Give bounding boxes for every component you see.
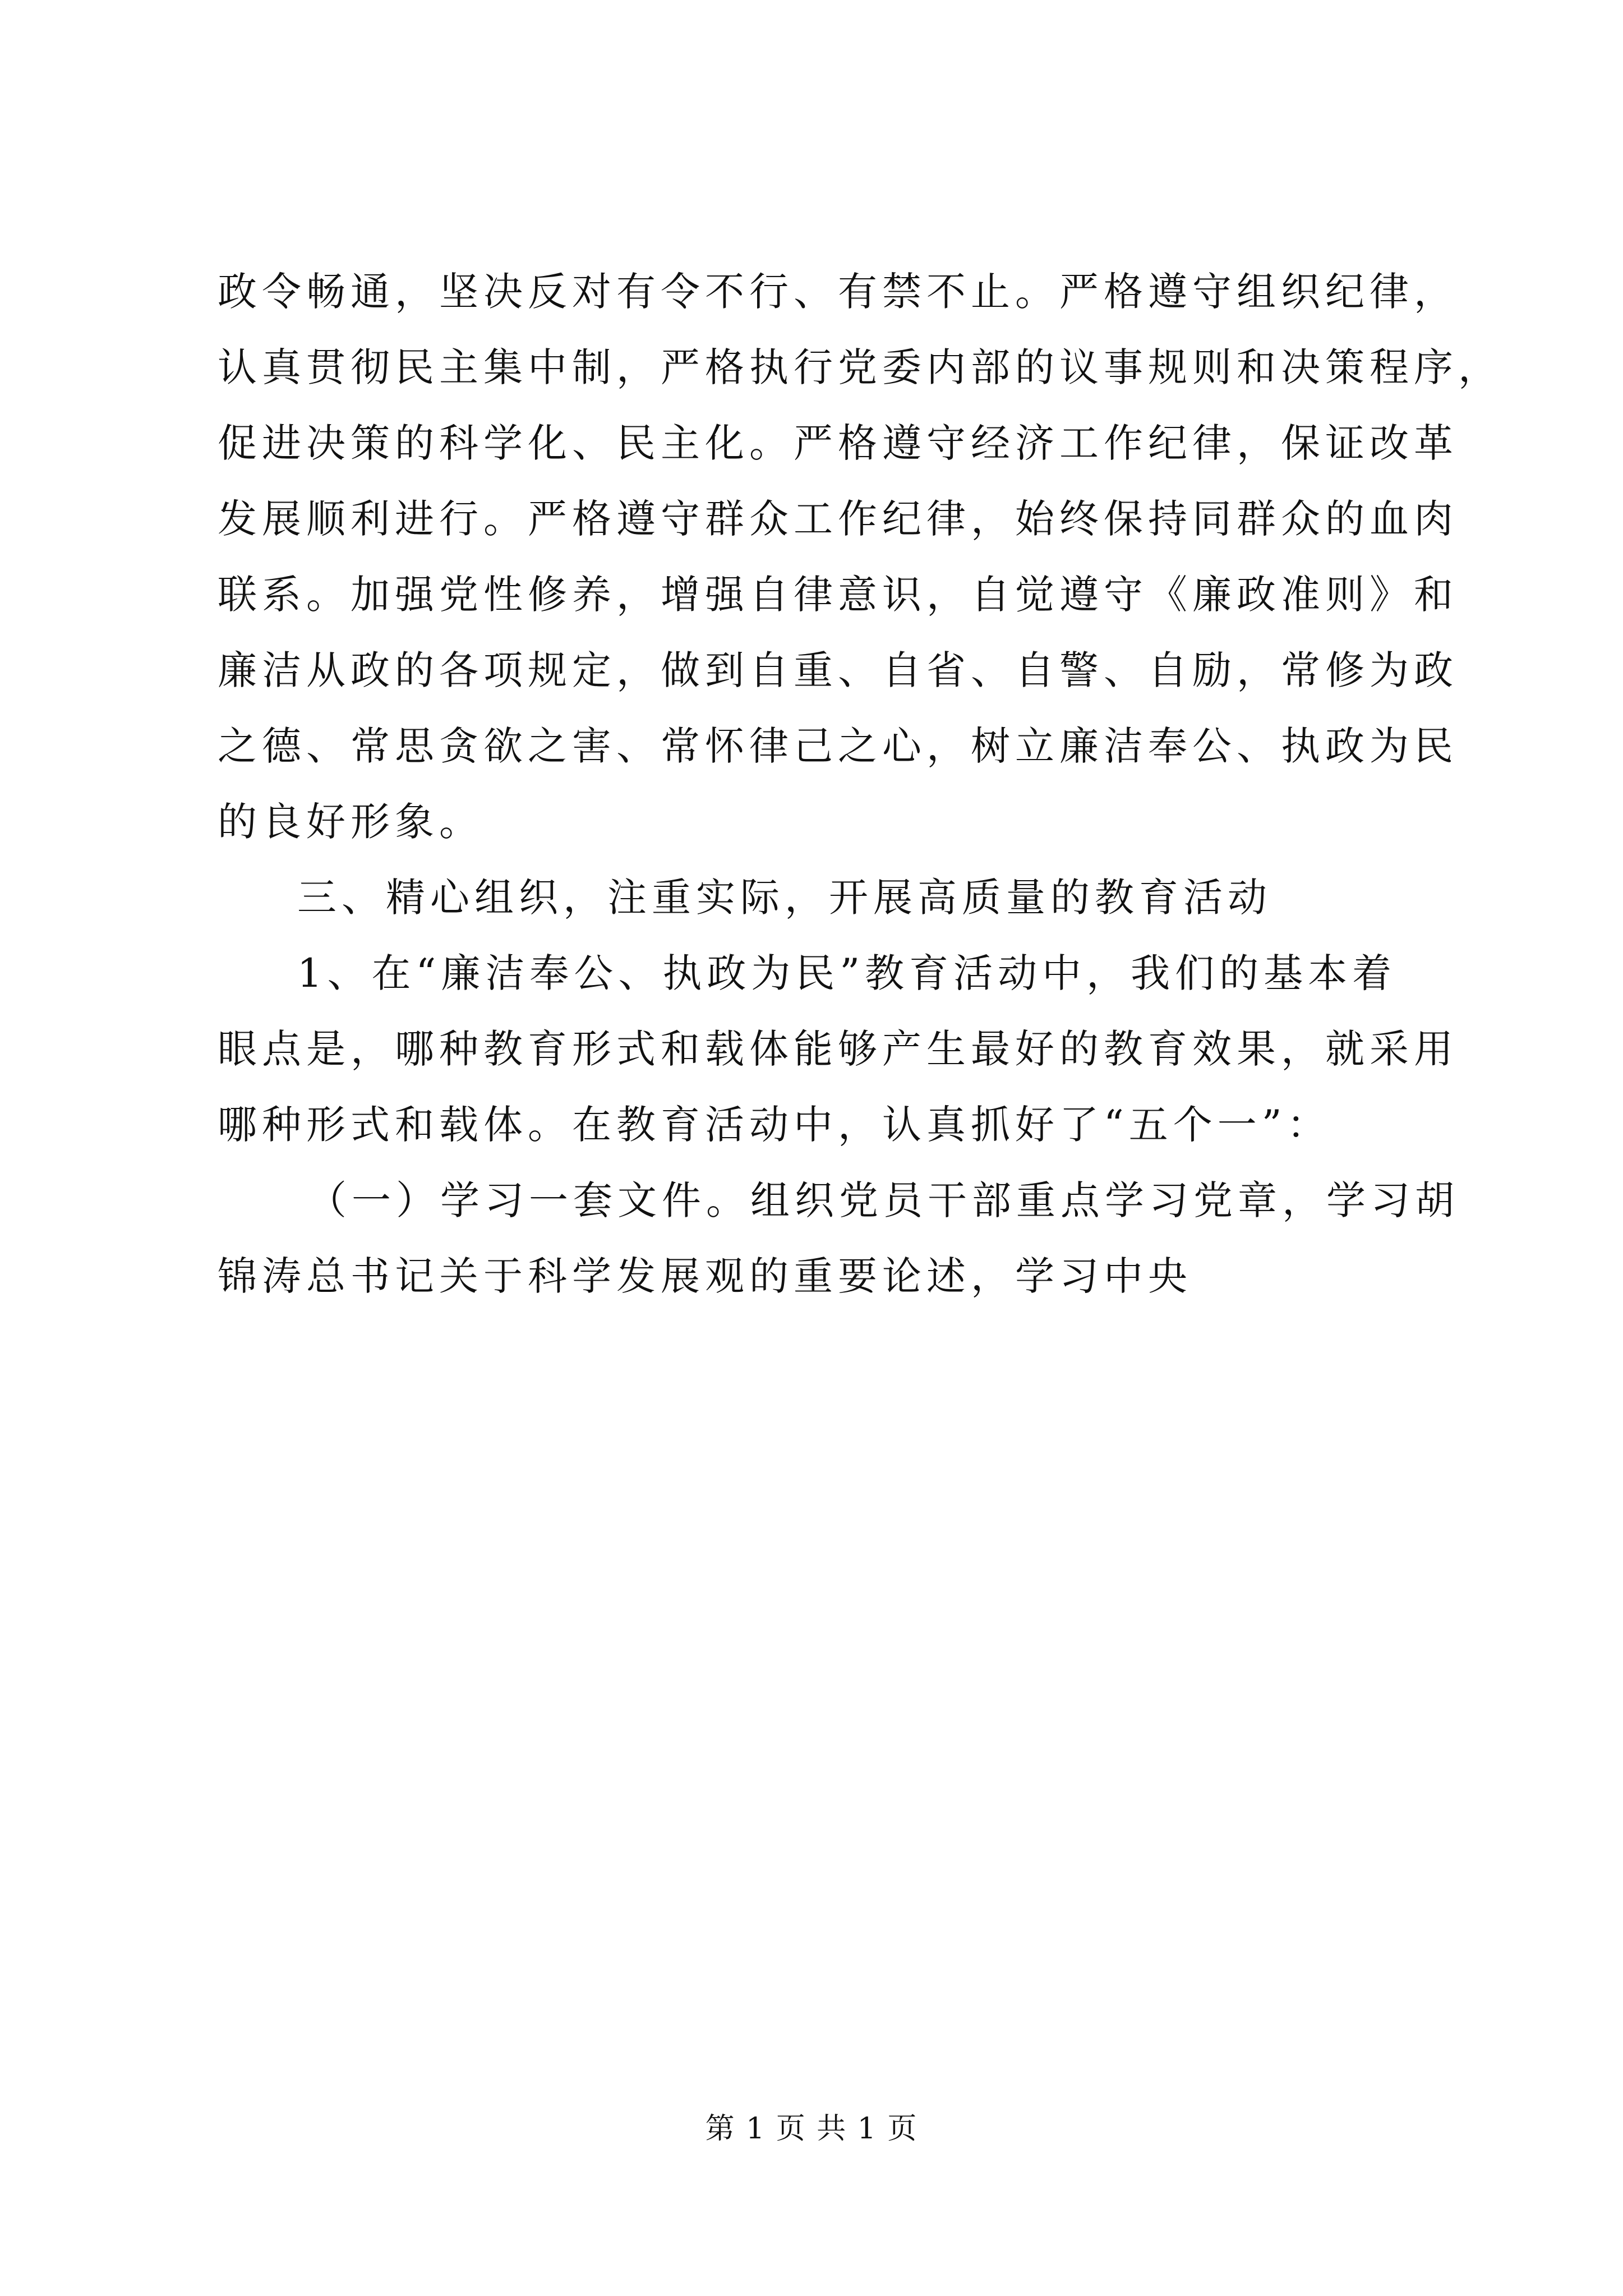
body-line: 的良好形象。 xyxy=(218,799,483,845)
body-line: 联系。加强党性修养，增强自律意识，自觉遵守《廉政准则》和 xyxy=(218,572,1458,618)
body-line: （一）学习一套文件。组织党员干部重点学习党章，学习胡 xyxy=(307,1177,1459,1223)
body-line: 认真贯彻民主集中制，严格执行党委内部的议事规则和决策程序， xyxy=(218,344,1502,390)
body-line: 发展顺利进行。严格遵守群众工作纪律，始终保持同群众的血肉 xyxy=(218,496,1458,542)
body-line: 促进决策的科学化、民主化。严格遵守经济工作纪律，保证改革 xyxy=(218,420,1458,466)
page-footer: 第 1 页 共 1 页 xyxy=(705,2112,918,2146)
body-line: 政令畅通，坚决反对有令不行、有禁不止。严格遵守组织纪律， xyxy=(218,269,1458,315)
body-line: 哪种形式和载体。在教育活动中，认真抓好了“五个一”： xyxy=(218,1102,1331,1148)
body-line: 锦涛总书记关于科学发展观的重要论述，学习中央 xyxy=(218,1253,1192,1299)
body-line: 眼点是，哪种教育形式和载体能够产生最好的教育效果，就采用 xyxy=(218,1026,1458,1072)
body-line: 廉洁从政的各项规定，做到自重、自省、自警、自励，常修为政 xyxy=(218,647,1458,693)
body-line: 之德、常思贪欲之害、常怀律己之心，树立廉洁奉公、执政为民 xyxy=(218,723,1458,769)
section-heading: 三、精心组织，注重实际，开展高质量的教育活动 xyxy=(297,875,1272,921)
body-line: 1、在“廉洁奉公、执政为民”教育活动中，我们的基本着 xyxy=(297,950,1397,996)
